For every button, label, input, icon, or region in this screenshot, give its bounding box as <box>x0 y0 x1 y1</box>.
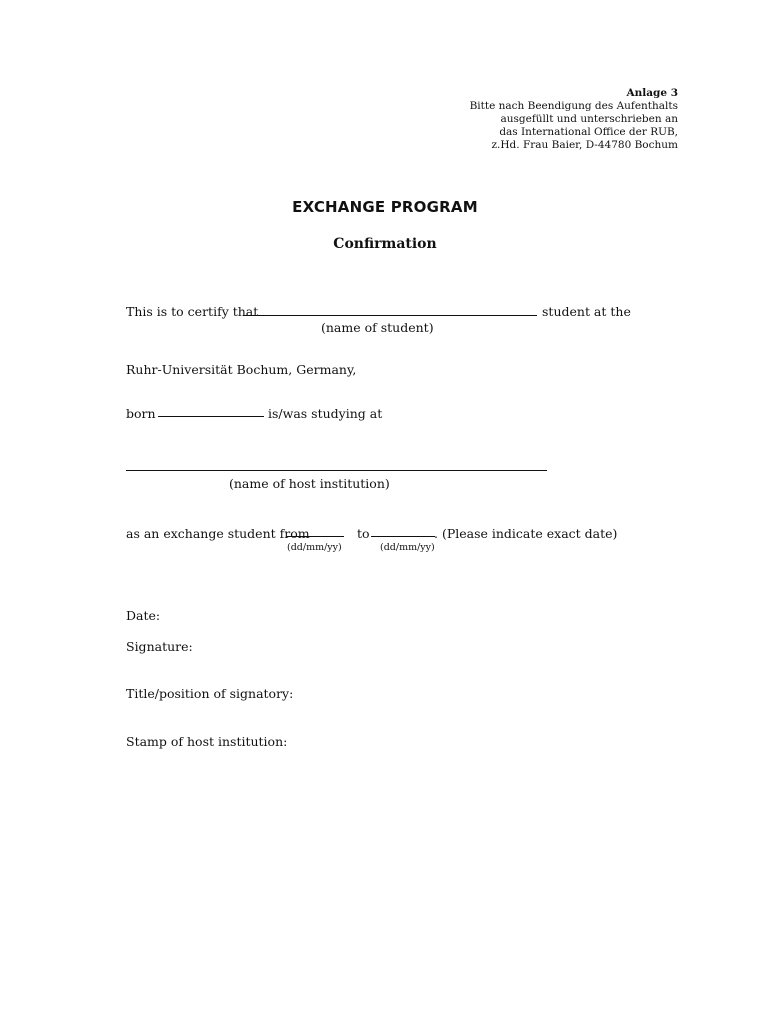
stamp-field-label: Stamp of host institution: <box>126 734 288 749</box>
document-title: EXCHANGE PROGRAM <box>292 198 478 216</box>
indicate-date-text: . (Please indicate exact date) <box>434 526 618 541</box>
university-text: Ruhr-Universität Bochum, Germany, <box>126 362 357 377</box>
certify-suffix-text: student at the <box>542 304 631 319</box>
certify-prefix-text: This is to certify that <box>126 304 259 319</box>
document-subtitle: Confirmation <box>333 236 437 252</box>
name-of-host-caption: (name of host institution) <box>229 476 390 491</box>
end-date-line[interactable] <box>371 536 435 537</box>
start-date-line[interactable] <box>286 536 344 537</box>
host-institution-line[interactable] <box>126 470 547 471</box>
signature-field-label: Signature: <box>126 639 193 654</box>
exchange-from-text: as an exchange student from <box>126 526 310 541</box>
date-format-from-caption: (dd/mm/yy) <box>287 542 342 553</box>
date-format-to-caption: (dd/mm/yy) <box>380 542 435 553</box>
address-line: z.Hd. Frau Baier, D-44780 Bochum <box>491 139 678 151</box>
studying-at-text: is/was studying at <box>268 406 383 421</box>
address-line: ausgefüllt und unterschrieben an <box>500 113 678 125</box>
to-label: to <box>357 526 370 541</box>
address-line: das International Office der RUB, <box>499 126 678 138</box>
address-line: Bitte nach Beendigung des Aufenthalts <box>469 100 678 112</box>
student-name-line[interactable] <box>243 315 537 316</box>
address-block <box>470 87 678 152</box>
date-field-label: Date: <box>126 608 161 623</box>
title-position-field-label: Title/position of signatory: <box>126 686 294 701</box>
born-label: born <box>126 406 156 421</box>
name-of-student-caption: (name of student) <box>321 320 434 335</box>
anlage-label: Anlage 3 <box>626 87 678 99</box>
birth-date-line[interactable] <box>158 416 264 417</box>
